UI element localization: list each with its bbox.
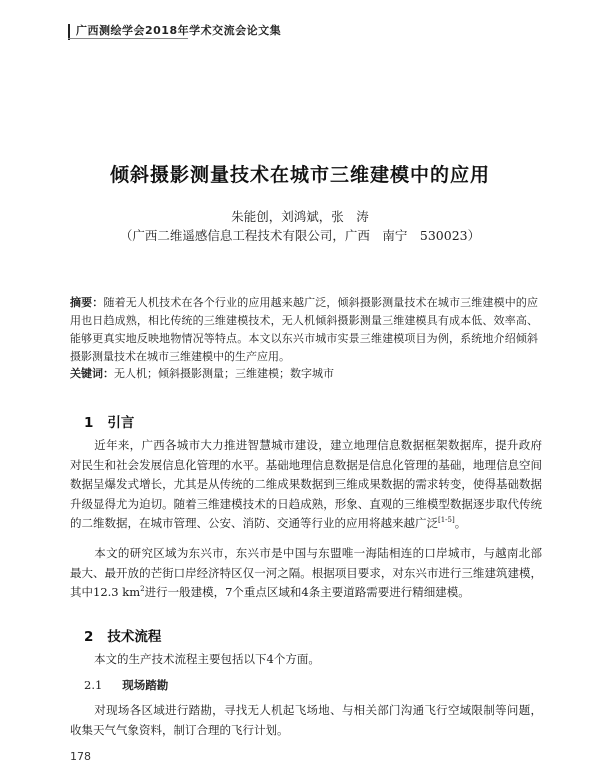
- section-heading-intro: [84, 411, 134, 431]
- section-number: 1: [84, 415, 94, 431]
- subsection-heading: [84, 677, 168, 693]
- abstract: [70, 294, 538, 366]
- section-number: 2: [84, 629, 94, 645]
- paragraph-text-cont: 进行一般建模，7个重点区域和4条主要道路需要进行精细建模。: [144, 585, 470, 599]
- paragraph-survey-1: [70, 701, 542, 740]
- paper-affiliation: （广西二维遥感信息工程技术有限公司，广西 南宁 530023）: [119, 228, 481, 243]
- keywords-label: 关键词：: [70, 367, 114, 380]
- paragraph-tech-1: [70, 650, 542, 670]
- subsection-number: 2.1: [84, 678, 103, 692]
- paragraph-end: 。: [454, 516, 467, 530]
- paragraph-intro-2: [70, 544, 542, 603]
- subsection-title: 现场踏勘: [122, 678, 169, 692]
- superscript: 2: [140, 585, 145, 594]
- paragraph-text: 本文的生产技术流程主要包括以下4个方面。: [94, 652, 320, 666]
- paper-authors: 朱能创，刘鸿斌，张 涛: [231, 209, 369, 224]
- paragraph-intro-1: [70, 436, 542, 534]
- abstract-text: 随着无人机技术在各个行业的应用越来越广泛，倾斜摄影测量技术在城市三维建模中的应用也日趋成熟，相比传统的三维建模技术，无人机倾斜摄影测量三维建模具有成本低、效率高、能够更真实地反映地物情况等特点。本文以东兴市城市实景三维建模项目为例，系统地介绍倾斜摄影测量技术在城市三维建模中的生产应用。: [70, 296, 539, 363]
- page-number: 178: [70, 750, 91, 763]
- paragraph-text: 对现场各区域进行踏勘，寻找无人机起飞场地、与相关部门沟通飞行空域限制等问题，收集天气气象资料，制订合理的飞行计划。: [70, 703, 542, 737]
- section-title: 引言: [107, 415, 135, 431]
- running-header: [68, 20, 548, 46]
- keywords-text: 无人机；倾斜摄影测量；三维建模；数字城市: [114, 367, 334, 380]
- citation: [1-5]: [438, 516, 455, 525]
- keywords: [70, 366, 538, 382]
- header-rule: [68, 38, 188, 39]
- section-title: 技术流程: [107, 629, 162, 645]
- section-heading-tech: [84, 625, 161, 645]
- header-text: 广西测绘学会2018年学术交流会论文集: [76, 24, 282, 37]
- paragraph-text: 近年来，广西各城市大力推进智慧城市建设，建立地理信息数据框架数据库，提升政府对民生和社会发展信息化管理的水平。基础地理信息数据是信息化管理的基础，地理信息空间数据呈爆发式增长，尤其是从传统的二维成果数据到三维成果数据的需求转变，使得基础数据升级显得尤为迫切。随着三维建模技术的日趋成熟，形象、直观的三维模型数据逐步取代传统的二维数据，在城市管理、公安、消防、交通等行业的应用将越来越广泛: [70, 438, 542, 530]
- paper-title: 倾斜摄影测量技术在城市三维建模中的应用: [109, 164, 490, 186]
- paragraph-text: 本文的研究区域为东兴市，东兴市是中国与东盟唯一海陆相连的口岸城市，与越南北部最大、最开放的芒街口岸经济特区仅一河之隔。根据项目要求，对东兴市进行三维建筑建模，其中12.3 km: [70, 546, 542, 599]
- abstract-label: 摘要：: [70, 296, 104, 309]
